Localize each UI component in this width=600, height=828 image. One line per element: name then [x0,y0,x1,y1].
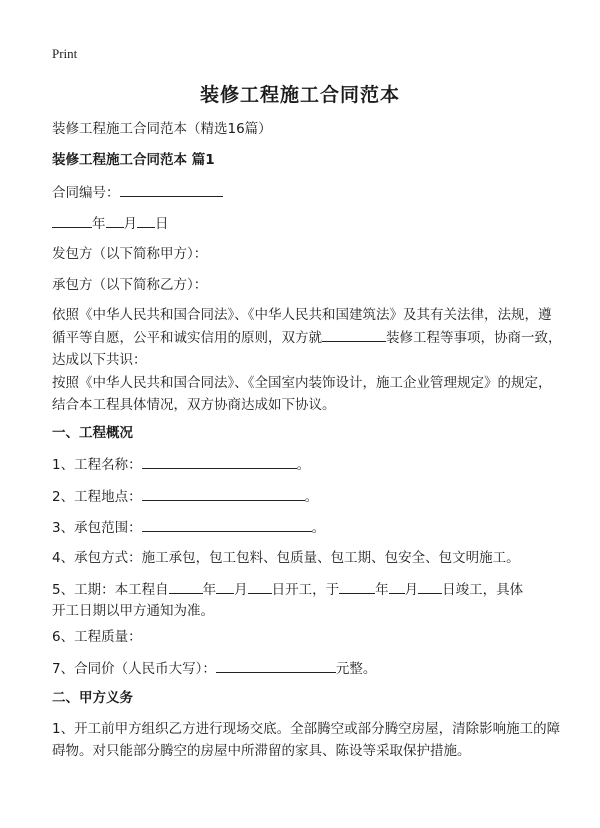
item-3-period: 。 [311,520,326,536]
item-project-name [52,453,560,476]
section-heading: 装修工程施工合同范本 篇1 [52,152,215,168]
end-month-blank [389,578,405,594]
price-blank [216,657,336,673]
page-title: 装修工程施工合同范本 [199,84,400,106]
month-label: 月 [123,216,137,232]
start-label: 日开工，于 [271,582,340,598]
item-3-blank [142,516,312,532]
heading-party-a-duties: 二、甲方义务 [52,690,133,706]
print-button[interactable]: Print [52,46,78,61]
document-subtitle: 装修工程施工合同范本（精选16篇） [52,121,272,137]
month-blank [106,212,124,228]
start-day-blank [248,578,272,594]
schedule-prefix: 5、工期：本工程自 [52,582,169,598]
item-1-period: 。 [296,457,311,473]
item-3-label: 3、承包范围： [52,520,142,536]
contract-number-label: 合同编号： [52,185,120,201]
intro-1-text-a: 依照《中华人民共和国合同法》、《中华人民共和国建筑法》及其有关法律，法规，遵循平等自愿，公平和诚实信用的原则，双方就 [52,307,552,346]
end-month-label: 月 [404,582,419,598]
item-2-label: 2、工程地点： [52,489,142,505]
intro-paragraph-1 [52,304,562,371]
day-label: 日 [155,216,169,232]
intro-paragraph-2: 按照《中华人民共和国合同法》、《全国室内装饰设计，施工企业管理规定》的规定，结合本工程具体情况，双方协商达成如下协议。 [52,375,552,413]
item-contract-price [52,657,560,680]
contract-number-row [52,181,560,204]
end-year-blank [339,578,375,594]
date-row [52,212,560,235]
item-1-blank [142,453,297,469]
start-month-label: 月 [234,582,248,598]
party-a-line: 发包方（以下简称甲方）： [52,246,208,262]
duty-paragraph-1: 1、开工前甲方组织乙方进行现场交底。全部腾空或部分腾空房屋，清除影响施工的障碍物。对只能部分腾空的房屋中所滞留的家具、陈设等采取保护措施。 [52,721,561,759]
start-year-label: 年 [202,582,217,598]
heading-project-overview: 一、工程概况 [52,425,133,441]
item-7-label: 7、合同价（人民币大写）： [52,661,216,677]
contract-number-blank [120,181,223,197]
item-2-blank [142,485,305,501]
end-label: 日竣工，具体 [442,582,524,598]
end-day-blank [418,578,442,594]
item-project-quality: 6、工程质量： [52,629,142,645]
item-1-label: 1、工程名称： [52,457,142,473]
item-schedule-line-1 [52,578,560,601]
item-2-period: 。 [304,489,319,505]
start-month-blank [216,578,234,594]
item-7-suffix: 元整。 [335,661,377,677]
start-year-blank [169,578,203,594]
project-blank [322,326,386,342]
item-schedule-line-2: 开工日期以甲方通知为准。 [52,603,214,619]
item-project-location [52,485,560,508]
party-b-line: 承包方（以下简称乙方）： [52,277,208,293]
item-contract-scope [52,516,560,539]
item-contract-method: 4、承包方式：施工承包，包工包料、包质量、包工期、包安全、包文明施工。 [52,550,520,566]
year-label: 年 [92,216,106,232]
year-blank [52,212,92,228]
intro-1-text-b: 装修工程等事项，协商一致，达成以下共识： [52,330,562,368]
day-blank [137,212,155,228]
end-year-label: 年 [375,582,389,598]
